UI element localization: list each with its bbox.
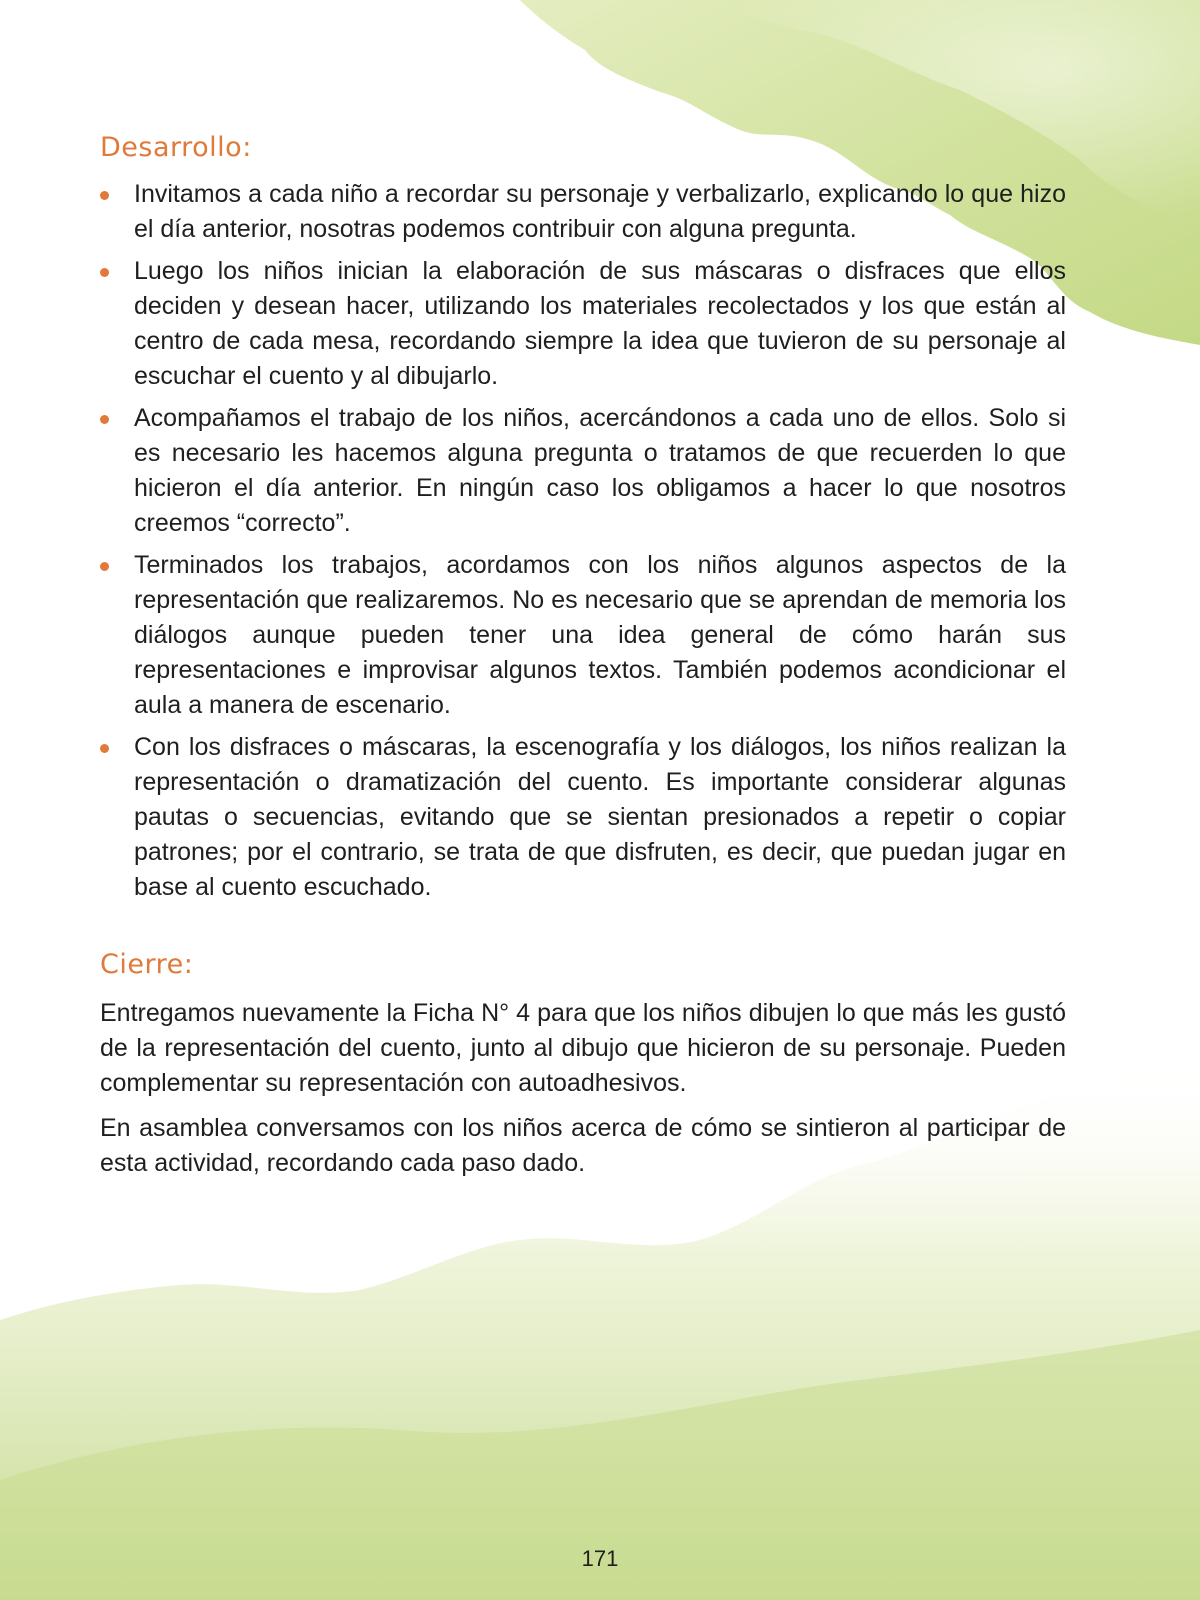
section-heading-desarrollo: Desarrollo:: [100, 132, 252, 163]
bullet-text: Invitamos a cada niño a recordar su personaje y verbalizarlo, explicando lo que hizo el día anterior, nosotras podemos contribuir con alguna pregunta.: [134, 180, 1066, 243]
bullet-dot-icon: [100, 562, 109, 571]
cierre-paragraph: Entregamos nuevamente la Ficha N° 4 para que los niños dibujen lo que más les gustó de la representación del cuento, junto al dibujo que hicieron de su personaje. Pueden complementar su representación con autoadhesivos.: [100, 999, 1066, 1097]
bullet-dot-icon: [100, 268, 109, 277]
bullet-item: [100, 254, 1066, 394]
main-content: [100, 132, 1066, 1191]
bullet-text: Acompañamos el trabajo de los niños, acercándonos a cada uno de ellos. Solo si es necesario les hacemos alguna pregunta o tratamos de que recuerden lo que hicieron el día anterior. En ningún caso los obligamos a hacer lo que nosotros creemos “correcto”.: [134, 404, 1066, 537]
bullet-item: [100, 177, 1066, 247]
page-number: 171: [581, 1546, 619, 1571]
bullet-dot-icon: [100, 744, 109, 753]
bullet-item: [100, 548, 1066, 723]
bullet-text: Con los disfraces o máscaras, la escenografía y los diálogos, los niños realizan la representación o dramatización del cuento. Es importante considerar algunas pautas o secuencias, evitando que se sientan presionados a repetir o copiar patrones; por el contrario, se trata de que disfruten, es decir, que puedan jugar en base al cuento escuchado.: [134, 733, 1066, 901]
desarrollo-bullet-list: [100, 177, 1066, 905]
bullet-item: [100, 401, 1066, 541]
cierre-paragraph: En asamblea conversamos con los niños acerca de cómo se sintieron al participar de esta actividad, recordando cada paso dado.: [100, 1114, 1066, 1177]
bullet-dot-icon: [100, 415, 109, 424]
section-heading-cierre: Cierre:: [100, 949, 194, 980]
bullet-item: [100, 730, 1066, 905]
bullet-dot-icon: [100, 191, 109, 200]
bullet-text: Terminados los trabajos, acordamos con los niños algunos aspectos de la representación que realizaremos. No es necesario que se aprendan de memoria los diálogos aunque pueden tener una idea general de cómo harán sus representaciones e improvisar algunos textos. También podemos acondicionar el aula a manera de escenario.: [134, 551, 1066, 719]
bullet-text: Luego los niños inician la elaboración de sus máscaras o disfraces que ellos deciden y desean hacer, utilizando los materiales recolectados y los que están al centro de cada mesa, recordando siempre la idea que tuvieron de su personaje al escuchar el cuento y al dibujarlo.: [134, 257, 1066, 390]
